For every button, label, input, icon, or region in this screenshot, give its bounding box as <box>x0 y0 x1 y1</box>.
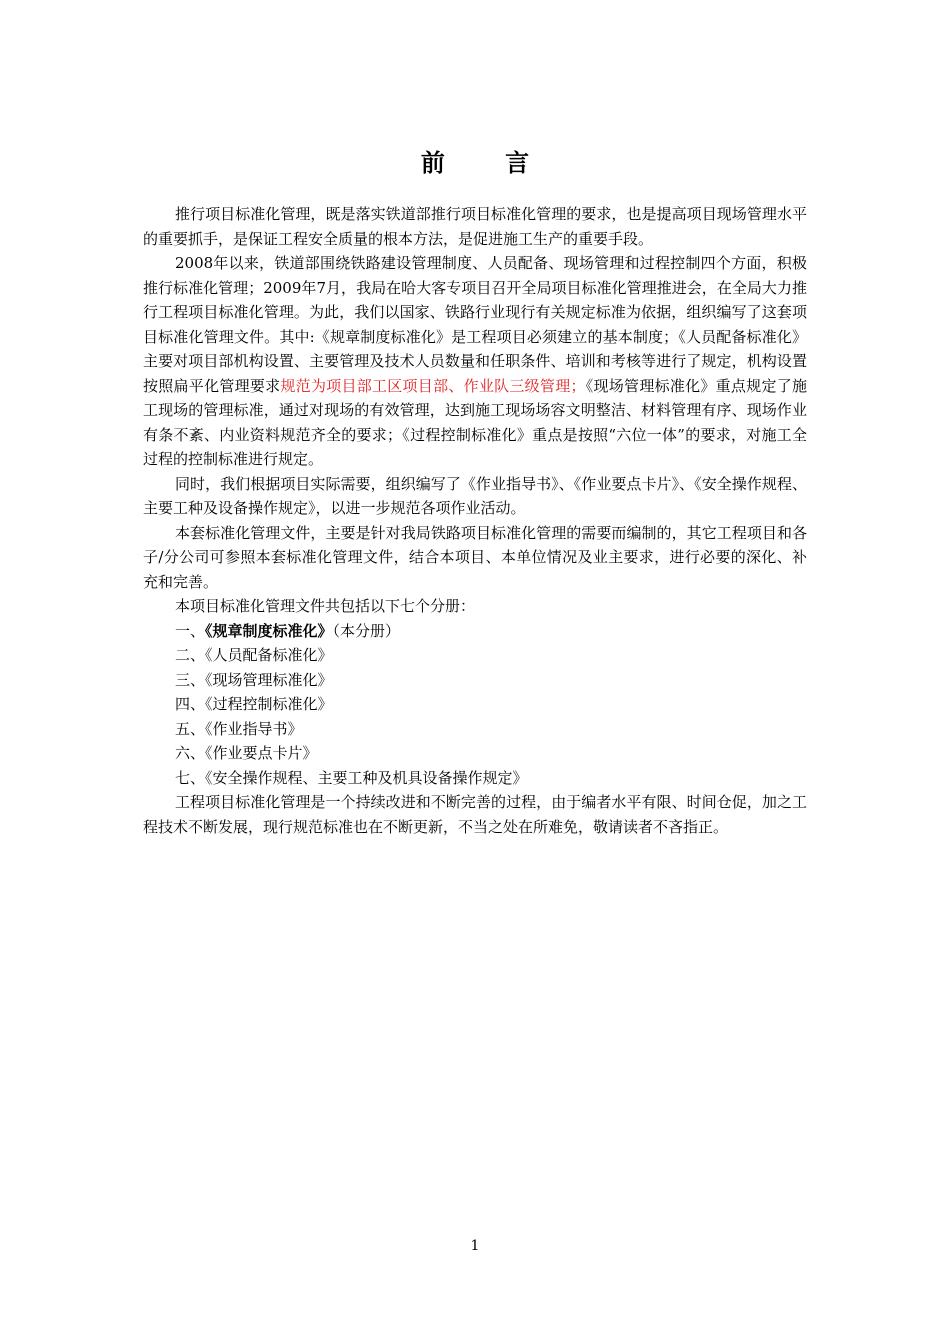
page-number: 1 <box>470 1238 480 1254</box>
volume-list-item: 七、《安全操作规程、主要工种及机具设备操作规定》 <box>175 768 528 787</box>
highlighted-text: 规范为项目部工区项目部、作业队三级管理； <box>280 376 586 395</box>
volume-list-item: 二、《人员配备标准化》 <box>175 646 333 664</box>
page-title: 前 言 <box>420 149 556 177</box>
volume-list-item: 六、《作业要点卡片》 <box>175 744 318 762</box>
paragraph-volumes-intro: 本项目标准化管理文件共包括以下七个分册： <box>175 597 476 615</box>
paragraph-background-text-b: 《现场管理标准化》重点规定了施工现场的管理标准，通过对现场的有效管理，达到施工现场场容文明整洁、材料管理有序、现场作业有条不紊、内业资料规范齐全的要求；《过程控制标准化》重点是按照“六位一体”的要求，对施工全过程的控制标准进行规定。 <box>143 376 807 468</box>
paragraph-background <box>143 251 807 472</box>
volume-list-item-prefix: 一、 <box>175 621 206 640</box>
paragraph-background-text-a: 2008年以来，铁道部围绕铁路建设管理制度、人员配备、现场管理和过程控制四个方面，积极推行标准化管理；2009年7月，我局在哈大客专项目召开全局项目标准化管理推进会，在全局大力推行工程项目标准化管理。为此，我们以国家、铁路行业现行有关规定标准为依据，组织编写了这套项目标准化管理文件。其中:《规章制度标准化》是工程项目必须建立的基本制度；《人员配备标准化》主要对项目部机构设置、主要管理及技术人员数量和任职条件、培训和考核等进行了规定，机构设置按照扁平化管理要求 <box>143 254 807 395</box>
volume-list-item-suffix: （本分册） <box>332 621 401 640</box>
paragraph-closing: 工程项目标准化管理是一个持续改进和不断完善的过程，由于编者水平有限、时间仓促，加之工程技术不断发展，现行规范标准也在不断更新，不当之处在所难免，敬请读者不吝指正。 <box>143 793 807 836</box>
volume-list-item: 三、《现场管理标准化》 <box>175 670 333 689</box>
paragraph-supplement: 同时，我们根据项目实际需要，组织编写了《作业指导书》、《作业要点卡片》、《安全操作规程、主要工种及设备操作规定》，以进一步规范各项作业活动。 <box>143 474 807 517</box>
paragraph-intro: 推行项目标准化管理，既是落实铁道部推行项目标准化管理的要求，也是提高项目现场管理水平的重要抓手，是保证工程安全质量的根本方法，是促进施工生产的重要手段。 <box>143 205 807 248</box>
volume-list-item <box>143 619 807 644</box>
volume-list-item: 五、《作业指导书》 <box>175 719 303 738</box>
document-body <box>143 202 807 839</box>
volume-list-item-bold: 《规章制度标准化》 <box>205 621 333 640</box>
volume-list-item: 四、《过程控制标准化》 <box>175 695 333 713</box>
paragraph-scope: 本套标准化管理文件，主要是针对我局铁路项目标准化管理的需要而编制的，其它工程项目和各子/分公司可参照本套标准化管理文件，结合本项目、本单位情况及业主要求，进行必要的深化、补充和完善。 <box>143 523 807 591</box>
